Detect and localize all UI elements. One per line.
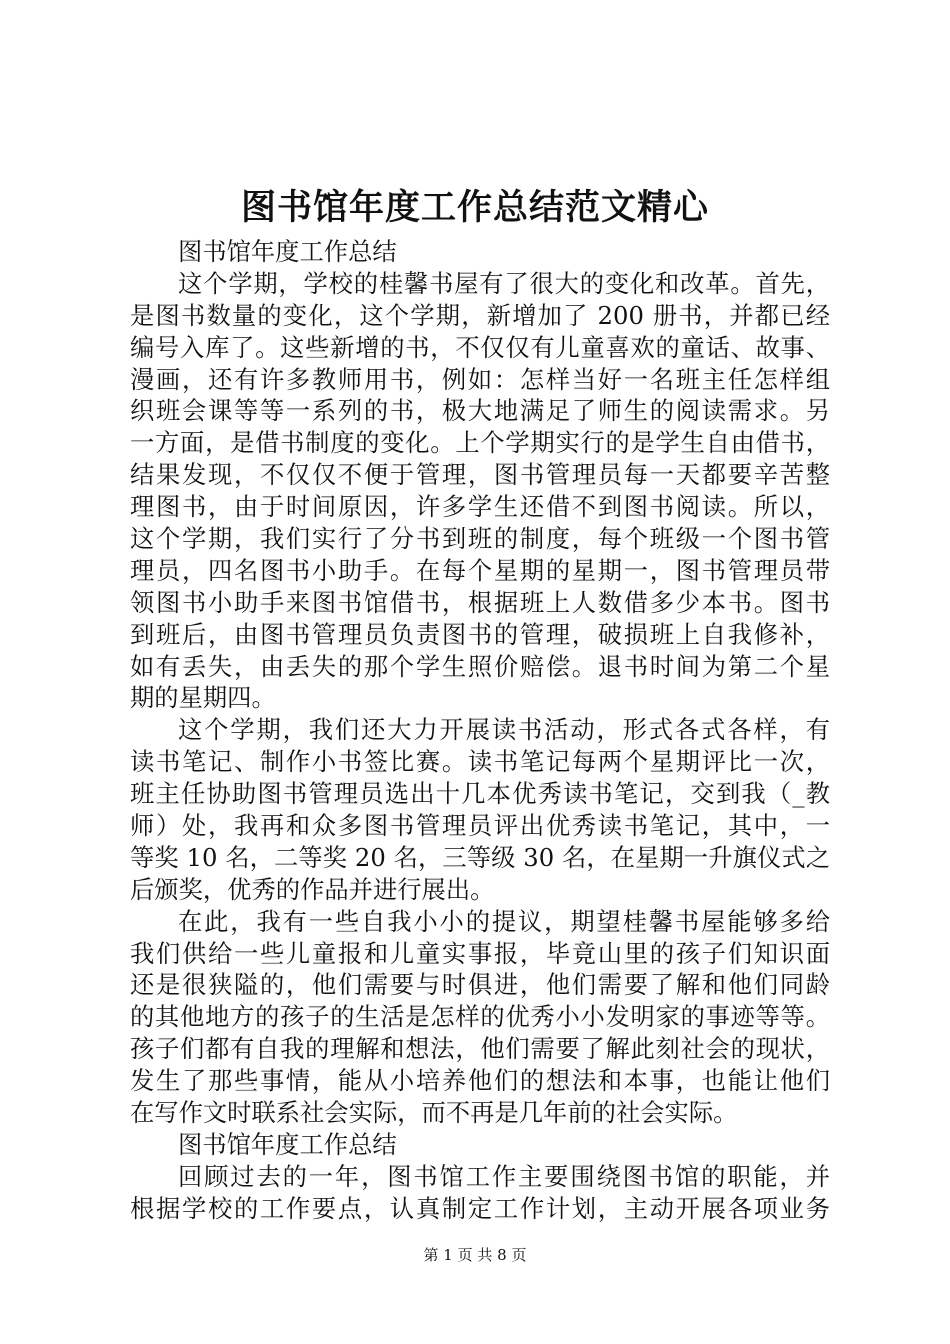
text-line: 这个学期，我们实行了分书到班的制度，每个班级一个图书管 xyxy=(130,524,830,554)
text-line: 根据学校的工作要点，认真制定工作计划，主动开展各项业务 xyxy=(130,1193,830,1223)
text-line: 班主任协助图书管理员选出十几本优秀读书笔记，交到我（_教 xyxy=(130,779,830,809)
text-line: 织班会课等等一系列的书，极大地满足了师生的阅读需求。另 xyxy=(130,396,830,426)
text-line: 理员，四名图书小助手。在每个星期的星期一，图书管理员带 xyxy=(130,555,830,585)
text-line: 这个学期，学校的桂馨书屋有了很大的变化和改革。首先， xyxy=(178,268,830,298)
text-line: 一方面，是借书制度的变化。上个学期实行的是学生自由借书， xyxy=(130,428,830,458)
text-line: 结果发现，不仅仅不便于管理，图书管理员每一天都要辛苦整 xyxy=(130,460,830,490)
text-line: 回顾过去的一年，图书馆工作主要围绕图书馆的职能，并 xyxy=(178,1161,830,1191)
text-line: 领图书小助手来图书馆借书，根据班上人数借多少本书。图书 xyxy=(130,587,830,617)
text-line: 孩子们都有自我的理解和想法，他们需要了解此刻社会的现状， xyxy=(130,1034,830,1064)
text-line: 后颁奖，优秀的作品并进行展出。 xyxy=(130,874,495,904)
text-line: 是图书数量的变化，这个学期，新增加了 200 册书，并都已经 xyxy=(130,300,830,330)
page-footer: 第 1 页 共 8 页 xyxy=(423,1246,527,1264)
text-line: 期的星期四。 xyxy=(130,683,276,713)
text-line: 在此，我有一些自我小小的提议，期望桂馨书屋能够多给 xyxy=(178,906,830,936)
text-line: 编号入库了。这些新增的书，不仅仅有儿童喜欢的童话、故事、 xyxy=(130,332,830,362)
text-line: 师）处，我再和众多图书管理员评出优秀读书笔记，其中，一 xyxy=(130,811,830,841)
text-line: 图书馆年度工作总结 xyxy=(178,237,397,266)
text-line: 发生了那些事情，能从小培养他们的想法和本事，也能让他们 xyxy=(130,1066,830,1096)
text-line: 我们供给一些儿童报和儿童实事报，毕竟山里的孩子们知识面 xyxy=(130,938,830,968)
text-line: 如有丢失，由丢失的那个学生照价赔偿。退书时间为第二个星 xyxy=(130,651,830,681)
document-title: 图书馆年度工作总结范文精心 xyxy=(240,187,709,228)
text-line: 图书馆年度工作总结 xyxy=(178,1129,397,1159)
text-line: 理图书，由于时间原因，许多学生还借不到图书阅读。所以， xyxy=(130,492,830,522)
text-line: 等奖 10 名，二等奖 20 名，三等级 30 名，在星期一升旗仪式之 xyxy=(130,842,830,872)
document-body xyxy=(130,236,830,1225)
text-line: 的其他地方的孩子的生活是怎样的优秀小小发明家的事迹等等。 xyxy=(130,1002,830,1032)
text-line: 漫画，还有许多教师用书，例如：怎样当好一名班主任怎样组 xyxy=(130,364,830,394)
text-line: 在写作文时联系社会实际，而不再是几年前的社会实际。 xyxy=(130,1098,738,1128)
text-line: 这个学期，我们还大力开展读书活动，形式各式各样，有 xyxy=(178,715,830,745)
text-line: 到班后，由图书管理员负责图书的管理，破损班上自我修补， xyxy=(130,619,830,649)
text-line: 还是很狭隘的，他们需要与时俱进，他们需要了解和他们同龄 xyxy=(130,970,830,1000)
text-line: 读书笔记、制作小书签比赛。读书笔记每两个星期评比一次， xyxy=(130,747,830,777)
